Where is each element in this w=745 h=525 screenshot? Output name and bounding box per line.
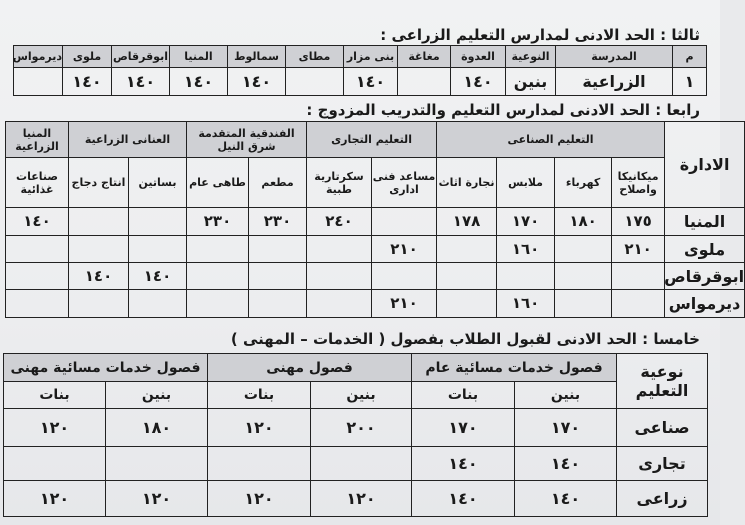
row-label: ملوى xyxy=(665,236,745,263)
table-cell: ٢١٠ xyxy=(372,290,437,318)
table-row xyxy=(4,481,708,517)
table-cell xyxy=(497,263,555,290)
header-cell: ملوى xyxy=(63,46,112,68)
table-cell xyxy=(311,447,412,481)
sub-header: بنات xyxy=(4,382,106,409)
group-header: الفندقية المتقدمة شرق النيل xyxy=(187,122,307,158)
sub-header: كهرباء xyxy=(555,158,612,208)
table-cell xyxy=(249,290,307,318)
table-cell xyxy=(14,68,63,96)
table-cell: ١٤٠ xyxy=(515,447,617,481)
table-cell xyxy=(129,208,187,236)
table-cell: ١٧٠ xyxy=(412,409,515,447)
table-row xyxy=(6,208,745,236)
table-cell: ١٢٠ xyxy=(4,481,106,517)
table-cell xyxy=(129,236,187,263)
table-cell: ١٦٠ xyxy=(497,290,555,318)
table-cell xyxy=(69,208,129,236)
table-row xyxy=(6,263,745,290)
table-cell xyxy=(612,263,665,290)
table-cell: ١٤٠ xyxy=(344,68,398,96)
sub-header: بنين xyxy=(311,382,412,409)
table-cell xyxy=(307,236,372,263)
agri-schools-table xyxy=(13,45,707,96)
table-cell xyxy=(6,263,69,290)
table-cell xyxy=(187,263,249,290)
section5-title: خامسا : الحد الادنى لقبول الطلاب بفصول ( الخدمات – المهنى ) xyxy=(230,330,700,348)
table-cell xyxy=(398,68,451,96)
dual-education-table xyxy=(5,121,745,318)
table-cell: ١٧٠ xyxy=(497,208,555,236)
table-cell xyxy=(187,236,249,263)
table-cell xyxy=(437,236,497,263)
group-header: العنانى الزراعية xyxy=(69,122,187,158)
table-cell: ١٤٠ xyxy=(228,68,286,96)
table-cell: ١٤٠ xyxy=(170,68,228,96)
table-cell: ١٤٠ xyxy=(69,263,129,290)
table-cell xyxy=(437,263,497,290)
table-cell: ١٨٠ xyxy=(555,208,612,236)
table-cell xyxy=(249,236,307,263)
row-label: ابوقرقاص xyxy=(665,263,745,290)
header-cell: العدوة xyxy=(451,46,506,68)
table-row xyxy=(6,236,745,263)
sub-header: مساعد فنى ادارى xyxy=(372,158,437,208)
section4-title: رابعا : الحد الادنى لمدارس التعليم والتدريب المزدوج : xyxy=(306,101,700,119)
table-cell: ١٤٠ xyxy=(112,68,170,96)
sub-header: صناعات غذائية xyxy=(6,158,69,208)
table-cell: ٢٠٠ xyxy=(311,409,412,447)
sub-header: بنين xyxy=(106,382,208,409)
type-header: نوعية التعليم xyxy=(617,354,708,409)
table-cell: ١٧٥ xyxy=(612,208,665,236)
table-row xyxy=(4,409,708,447)
table-cell: ١٤٠ xyxy=(63,68,112,96)
table-cell xyxy=(69,236,129,263)
table-cell: ٢١٠ xyxy=(612,236,665,263)
table-cell: ١ xyxy=(673,68,707,96)
header-cell: مطاى xyxy=(286,46,344,68)
table-cell: ٢٣٠ xyxy=(187,208,249,236)
group-header: فصول مهنى xyxy=(208,354,412,382)
table-cell: ٢٤٠ xyxy=(307,208,372,236)
table-cell xyxy=(249,263,307,290)
group-header: فصول خدمات مسائية مهنى xyxy=(4,354,208,382)
row-label: زراعى xyxy=(617,481,708,517)
sub-header: ميكانيكا واصلاح xyxy=(612,158,665,208)
table-cell: ١٤٠ xyxy=(412,481,515,517)
table-cell xyxy=(437,290,497,318)
header-cell: م xyxy=(673,46,707,68)
table-cell: ١٢٠ xyxy=(208,481,311,517)
table-cell: ١٨٠ xyxy=(106,409,208,447)
table-cell xyxy=(4,447,106,481)
group-header: التعليم الصناعى xyxy=(437,122,665,158)
header-cell: ديرمواس xyxy=(14,46,63,68)
table-cell: ١٤٠ xyxy=(129,263,187,290)
table-cell: ١٢٠ xyxy=(311,481,412,517)
sub-header: بنات xyxy=(412,382,515,409)
group-header: فصول خدمات مسائية عام xyxy=(412,354,617,382)
table-cell xyxy=(555,236,612,263)
group-header: المنيا الزراعية xyxy=(6,122,69,158)
header-cell: بنى مزار xyxy=(344,46,398,68)
table-cell: ٢١٠ xyxy=(372,236,437,263)
table-row xyxy=(4,447,708,481)
header-cell: ابوقرقاص xyxy=(112,46,170,68)
table-cell xyxy=(612,290,665,318)
table-cell xyxy=(187,290,249,318)
table-cell xyxy=(106,447,208,481)
row-label: المنيا xyxy=(665,208,745,236)
group-header: التعليم التجارى xyxy=(307,122,437,158)
table-cell xyxy=(555,263,612,290)
table-cell: الزراعية xyxy=(556,68,673,96)
sub-header: طاهى عام xyxy=(187,158,249,208)
table-cell: ١٢٠ xyxy=(208,409,311,447)
table-cell xyxy=(6,236,69,263)
section3-title: ثالثا : الحد الادنى لمدارس التعليم الزراعى : xyxy=(380,26,700,44)
header-cell: مغاغة xyxy=(398,46,451,68)
sub-header: ملابس xyxy=(497,158,555,208)
row-label: ديرمواس xyxy=(665,290,745,318)
sub-header: بنين xyxy=(515,382,617,409)
table-cell: ١٦٠ xyxy=(497,236,555,263)
table-cell xyxy=(555,290,612,318)
table-cell: بنين xyxy=(506,68,556,96)
sub-header: بنات xyxy=(208,382,311,409)
table-row xyxy=(6,290,745,318)
table-cell xyxy=(69,290,129,318)
header-cell: النوعية xyxy=(506,46,556,68)
table-cell xyxy=(307,290,372,318)
header-cell: سمالوط xyxy=(228,46,286,68)
table-cell xyxy=(372,208,437,236)
row-label: تجارى xyxy=(617,447,708,481)
table-cell xyxy=(286,68,344,96)
table-cell: ١٢٠ xyxy=(4,409,106,447)
table-cell: ١٤٠ xyxy=(412,447,515,481)
table-cell: ١٤٠ xyxy=(515,481,617,517)
evening-classes-table xyxy=(3,353,708,517)
header-cell: المنيا xyxy=(170,46,228,68)
sub-header: مطعم xyxy=(249,158,307,208)
table-cell: ١٤٠ xyxy=(451,68,506,96)
table-cell: ١٧٨ xyxy=(437,208,497,236)
table-cell: ١٢٠ xyxy=(106,481,208,517)
table-cell xyxy=(6,290,69,318)
idara-header: الادارة xyxy=(665,122,745,208)
table-cell: ١٤٠ xyxy=(6,208,69,236)
table-cell xyxy=(129,290,187,318)
table-cell: ٢٣٠ xyxy=(249,208,307,236)
table-cell: ١٧٠ xyxy=(515,409,617,447)
sub-header: انتاج دجاج xyxy=(69,158,129,208)
table-cell xyxy=(208,447,311,481)
sub-header: بساتين xyxy=(129,158,187,208)
sub-header: سكرتارية طبية xyxy=(307,158,372,208)
table-cell xyxy=(307,263,372,290)
row-label: صناعى xyxy=(617,409,708,447)
table-cell xyxy=(372,263,437,290)
sub-header: نجارة اثاث xyxy=(437,158,497,208)
header-cell: المدرسة xyxy=(556,46,673,68)
